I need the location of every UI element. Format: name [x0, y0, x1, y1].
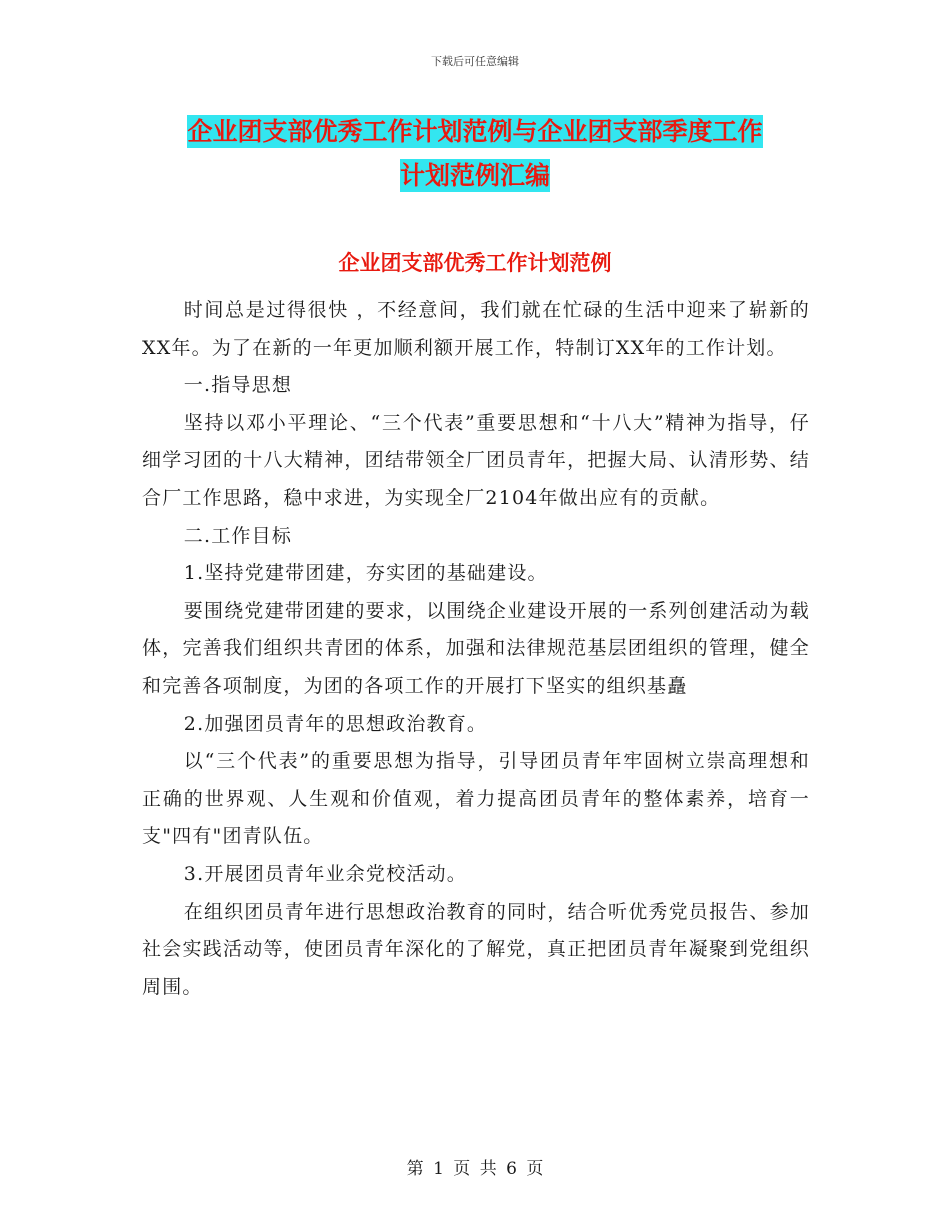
goal-item-2: 2.加强团员青年的思想政治教育。	[183, 712, 488, 735]
goal-item-3: 3.开展团员青年业余党校活动。	[183, 862, 467, 885]
header-note: 下载后可任意编辑	[431, 55, 519, 68]
section-title: 企业团支部优秀工作计划范例	[338, 251, 612, 275]
heading-work-goals: 二.工作目标	[183, 524, 293, 547]
paragraph: 时间总是过得很快 ，不经意间，我们就在忙碌的生活中迎来了崭新的XX年。为了在新的一年更加顺利额开展工作，特制订XX年的工作计划。	[142, 299, 810, 359]
page-footer: 第 1 页 共 6 页	[406, 1159, 544, 1179]
paragraph: 坚持以邓小平理论、“三个代表”重要思想和“十八大”精神为指导，仔细学习团的十八大精神，团结带领全厂团员青年，把握大局、认清形势、结合厂工作思路，稳中求进，为实现全厂2104年做出应有的贡献。	[142, 411, 810, 509]
document-body	[142, 292, 810, 1006]
title-line-2: 计划范例汇编	[399, 161, 550, 190]
heading-guiding-thought: 一.指导思想	[183, 374, 293, 397]
paragraph: 在组织团员青年进行思想政治教育的同时，结合听优秀党员报告、参加社会实践活动等，使团员青年深化的了解党，真正把团员青年凝聚到党组织周围。	[142, 900, 810, 998]
goal-item-1: 1.坚持党建带团建，夯实团的基础建设。	[183, 562, 548, 585]
title-line-1: 企业团支部优秀工作计划范例与企业团支部季度工作	[187, 117, 763, 146]
paragraph: 以“三个代表”的重要思想为指导，引导团员青年牢固树立崇高理想和正确的世界观、人生观和价值观，着力提高团员青年的整体素养，培育一支"四有"团青队伍。	[142, 750, 810, 848]
paragraph: 要围绕党建带团建的要求，以围绕企业建设开展的一系列创建活动为载体，完善我们组织共青团的体系，加强和法律规范基层团组织的管理，健全和完善各项制度，为团的各项工作的开展打下坚实的组织基矗	[142, 599, 810, 697]
document-title	[140, 110, 810, 198]
